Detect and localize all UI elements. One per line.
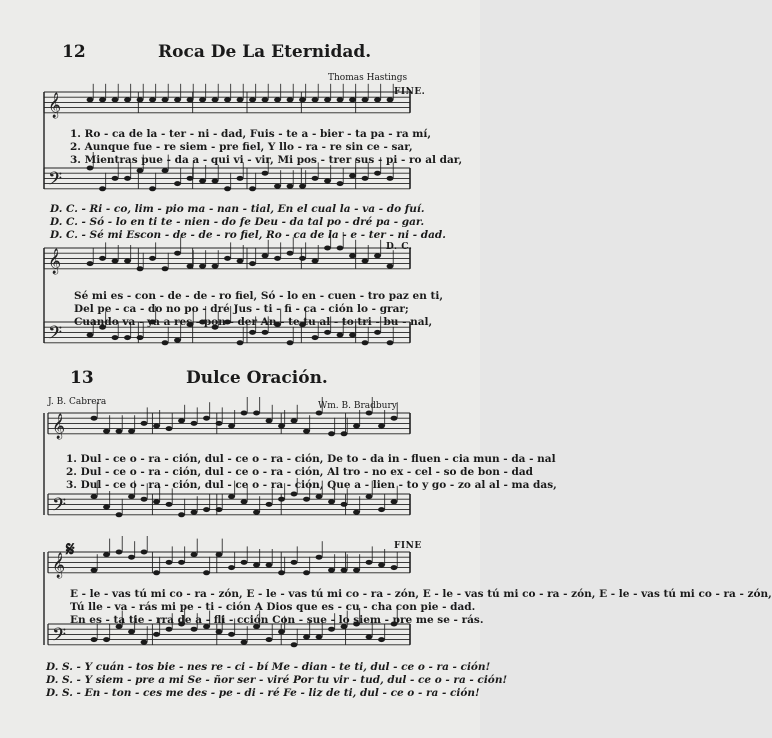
note-head xyxy=(124,259,131,264)
note-head xyxy=(391,565,398,570)
note-head xyxy=(124,97,131,102)
verse-line: E - le - vas tú mi co - ra - zón, E - le - vas tú mi co - ra - zón, E - le - vas tú mi co - ra - zón, E - le - vas tú mi co - ra - zón, xyxy=(70,588,772,600)
note-head xyxy=(349,253,356,258)
note-head xyxy=(166,560,173,565)
note-head xyxy=(266,418,273,423)
note-head xyxy=(153,632,160,637)
note-head xyxy=(241,640,248,645)
note-head xyxy=(287,340,294,345)
note-head xyxy=(366,560,373,565)
note-head xyxy=(299,97,306,102)
note-head xyxy=(266,637,273,642)
clef-icon: 𝄞 xyxy=(52,552,66,578)
note-head xyxy=(199,97,206,102)
note-head xyxy=(378,507,385,512)
note-head xyxy=(253,563,260,568)
note-head xyxy=(387,97,394,102)
note-head xyxy=(128,429,135,434)
note-head xyxy=(274,97,281,102)
note-head xyxy=(112,176,119,181)
note-head xyxy=(378,424,385,429)
note-head xyxy=(299,256,306,261)
note-head xyxy=(391,499,398,504)
dc-mark: D. C. xyxy=(386,242,413,252)
note-head xyxy=(291,560,298,565)
clef-icon: 𝄢 xyxy=(52,494,67,520)
note-head xyxy=(341,431,348,436)
note-head xyxy=(212,264,219,269)
note-head xyxy=(228,494,235,499)
note-head xyxy=(316,411,323,416)
verses-block xyxy=(66,453,557,492)
note-head xyxy=(228,424,235,429)
note-head xyxy=(228,565,235,570)
note-head xyxy=(312,176,319,181)
note-head xyxy=(91,637,98,642)
ds-lyrics-block xyxy=(46,661,507,700)
note-head xyxy=(303,429,310,434)
note-head xyxy=(237,340,244,345)
note-head xyxy=(224,186,231,191)
note-head xyxy=(91,494,98,499)
author-credit: J. B. Cabrera xyxy=(48,397,107,407)
note-head xyxy=(141,550,148,555)
note-head xyxy=(253,510,260,515)
verse-line: 3. Dul - ce o - ra - ción, dul - ce o - ra - ción, Que a - lien - to y go - zo al al - ma das, xyxy=(66,479,557,491)
note-head xyxy=(191,552,198,557)
note-head xyxy=(316,555,323,560)
verse-line: 1. Dul - ce o - ra - ción, dul - ce o - ra - ción, De to - da in - fluen - cia mun - da - nal xyxy=(66,453,556,465)
note-head xyxy=(287,184,294,189)
note-head xyxy=(141,640,148,645)
note-head xyxy=(124,176,131,181)
note-head xyxy=(362,176,369,181)
note-head xyxy=(103,429,110,434)
hymn-title: Dulce Oración. xyxy=(186,368,328,388)
note-head xyxy=(237,259,244,264)
hymn-number: 12 xyxy=(62,42,86,62)
note-head xyxy=(337,333,344,338)
verse-line: 2. Aunque fue - re siem - pre fiel, Y llo - ra - re sin ce - sar, xyxy=(70,141,413,153)
note-head xyxy=(187,176,194,181)
note-head xyxy=(141,421,148,426)
note-head xyxy=(237,97,244,102)
note-head xyxy=(316,635,323,640)
verse-line: Sé mi es - con - de - de - ro fiel, Só - lo en - cuen - tro paz en ti, xyxy=(74,290,443,302)
note-head xyxy=(316,494,323,499)
note-head xyxy=(378,637,385,642)
note-head xyxy=(278,629,285,634)
note-head xyxy=(199,179,206,184)
note-head xyxy=(362,340,369,345)
note-head xyxy=(191,627,198,632)
note-head xyxy=(366,635,373,640)
note-head xyxy=(262,330,269,335)
note-head xyxy=(174,97,181,102)
dc-line: D. C. - Ri - co, lim - pio ma - nan - tial, En el cual la - va - do fuí. xyxy=(50,203,425,215)
note-head xyxy=(374,330,381,335)
note-head xyxy=(124,335,131,340)
note-head xyxy=(349,173,356,178)
note-head xyxy=(341,502,348,507)
note-head xyxy=(112,335,119,340)
note-head xyxy=(262,171,269,176)
note-head xyxy=(266,502,273,507)
note-head xyxy=(278,497,285,502)
clef-icon: 𝄢 xyxy=(52,624,67,650)
note-head xyxy=(203,507,210,512)
note-head xyxy=(337,181,344,186)
dc-line: D. C. - Sé mi Escon - de - de - ro fiel, Ro - ca de la - e - ter - ni - dad. xyxy=(50,229,446,241)
note-head xyxy=(216,629,223,634)
note-head xyxy=(387,340,394,345)
ds-line: D. S. - Y cuán - tos bie - nes re - ci - bí Me - dian - te ti, dul - ce o - ra - ción! xyxy=(46,661,491,673)
note-head xyxy=(162,97,169,102)
note-head xyxy=(128,555,135,560)
note-head xyxy=(262,97,269,102)
fine-mark: FINE xyxy=(394,541,422,551)
note-head xyxy=(153,424,160,429)
note-head xyxy=(353,568,360,573)
note-head xyxy=(237,176,244,181)
ds-line: D. S. - En - ton - ces me des - pe - di - ré Fe - liz de ti, dul - ce o - ra - ción! xyxy=(46,687,480,699)
verse-line: En es - ta tie - rra de a - fli - cción Con - sue - lo siem - pre me se - rás. xyxy=(70,614,484,626)
note-head xyxy=(287,97,294,102)
note-head xyxy=(287,251,294,256)
note-head xyxy=(324,246,331,251)
note-head xyxy=(199,264,206,269)
note-head xyxy=(366,494,373,499)
hymn-number: 13 xyxy=(70,368,94,388)
note-head xyxy=(162,266,169,271)
note-head xyxy=(187,264,194,269)
note-head xyxy=(353,510,360,515)
note-head xyxy=(328,568,335,573)
note-head xyxy=(103,505,110,510)
note-head xyxy=(137,168,144,173)
clef-icon: 𝄢 xyxy=(48,322,63,348)
note-head xyxy=(116,550,123,555)
note-head xyxy=(349,97,356,102)
fine-mark: FINE. xyxy=(394,87,426,97)
note-head xyxy=(203,416,210,421)
note-head xyxy=(174,338,181,343)
note-head xyxy=(99,97,106,102)
clef-icon: 𝄞 xyxy=(48,92,62,118)
note-head xyxy=(278,424,285,429)
note-head xyxy=(324,330,331,335)
note-head xyxy=(103,637,110,642)
note-head xyxy=(224,256,231,261)
note-head xyxy=(153,499,160,504)
verse-line: 2. Dul - ce o - ra - ción, dul - ce o - ra - ción, Al tro - no ex - cel - so de bon - dad xyxy=(66,466,533,478)
verse-line: Tú lle - va - rás mi pe - ti - ción A Dios que es - cu - cha con pie - dad. xyxy=(70,601,476,613)
note-head xyxy=(166,426,173,431)
note-head xyxy=(87,97,94,102)
note-head xyxy=(128,629,135,634)
second-verses-block xyxy=(70,588,772,627)
verses-block xyxy=(70,128,462,167)
note-head xyxy=(216,421,223,426)
note-head xyxy=(324,179,331,184)
clef-icon: 𝄞 xyxy=(52,413,66,439)
note-head xyxy=(374,171,381,176)
note-head xyxy=(112,97,119,102)
note-head xyxy=(378,563,385,568)
note-head xyxy=(153,570,160,575)
note-head xyxy=(362,259,369,264)
note-head xyxy=(228,632,235,637)
note-head xyxy=(149,186,156,191)
note-head xyxy=(162,168,169,173)
note-head xyxy=(274,184,281,189)
note-head xyxy=(303,497,310,502)
note-head xyxy=(249,261,256,266)
note-head xyxy=(224,97,231,102)
verse-line: Del pe - ca - do no po - dré Jus - ti - fi - ca - ción lo - grar; xyxy=(74,303,409,315)
note-head xyxy=(87,261,94,266)
note-head xyxy=(216,507,223,512)
note-head xyxy=(362,97,369,102)
note-head xyxy=(137,97,144,102)
note-head xyxy=(312,259,319,264)
hymn-title: Roca De La Eternidad. xyxy=(158,42,372,62)
note-head xyxy=(191,421,198,426)
dc-line: D. C. - Só - lo en ti te - nien - do fe Deu - da tal po - dré pa - gar. xyxy=(50,216,425,228)
note-head xyxy=(249,97,256,102)
note-head xyxy=(99,186,106,191)
note-head xyxy=(299,184,306,189)
note-head xyxy=(241,560,248,565)
note-head xyxy=(341,568,348,573)
note-head xyxy=(191,510,198,515)
note-head xyxy=(128,494,135,499)
note-head xyxy=(137,266,144,271)
note-head xyxy=(337,97,344,102)
note-head xyxy=(349,333,356,338)
note-head xyxy=(249,186,256,191)
note-head xyxy=(303,570,310,575)
note-head xyxy=(178,512,185,517)
segno-mark: 𝄋 xyxy=(66,537,75,561)
note-head xyxy=(274,256,281,261)
note-head xyxy=(241,411,248,416)
note-head xyxy=(253,411,260,416)
note-head xyxy=(174,181,181,186)
dc-lyrics-block xyxy=(50,203,446,242)
note-head xyxy=(212,179,219,184)
note-head xyxy=(203,570,210,575)
verse-line: 1. Ro - ca de la - ter - ni - dad, Fuis - te a - bier - ta pa - ra mí, xyxy=(70,128,432,140)
note-head xyxy=(387,264,394,269)
note-head xyxy=(328,431,335,436)
note-head xyxy=(266,563,273,568)
note-head xyxy=(112,259,119,264)
note-head xyxy=(324,97,331,102)
note-head xyxy=(116,429,123,434)
note-head xyxy=(116,512,123,517)
note-head xyxy=(328,627,335,632)
note-head xyxy=(278,570,285,575)
note-head xyxy=(99,256,106,261)
note-head xyxy=(391,416,398,421)
note-head xyxy=(291,418,298,423)
note-head xyxy=(262,253,269,258)
note-head xyxy=(187,97,194,102)
note-head xyxy=(166,502,173,507)
note-head xyxy=(137,335,144,340)
note-head xyxy=(216,552,223,557)
note-head xyxy=(353,424,360,429)
verse-line: Cuando va - ya a res - pon - der An - te tu al - to tri - bu - nal, xyxy=(74,316,433,328)
note-head xyxy=(141,497,148,502)
note-head xyxy=(149,256,156,261)
note-head xyxy=(212,97,219,102)
note-head xyxy=(162,340,169,345)
note-head xyxy=(337,246,344,251)
note-head xyxy=(149,97,156,102)
note-head xyxy=(291,642,298,647)
note-head xyxy=(91,568,98,573)
note-head xyxy=(303,635,310,640)
note-head xyxy=(328,499,335,504)
clef-icon: 𝄞 xyxy=(48,248,62,274)
note-head xyxy=(174,251,181,256)
note-head xyxy=(374,97,381,102)
verse-line: 3. Mientras pue - da a - qui vi - vir, Mi pos - trer sus - pi - ro al dar, xyxy=(70,154,463,166)
note-head xyxy=(366,411,373,416)
composer-credit: Thomas Hastings xyxy=(328,73,408,83)
note-head xyxy=(387,176,394,181)
note-head xyxy=(249,330,256,335)
note-head xyxy=(241,499,248,504)
note-head xyxy=(312,97,319,102)
note-head xyxy=(166,627,173,632)
note-head xyxy=(374,253,381,258)
note-head xyxy=(103,552,110,557)
second-verses-block xyxy=(74,290,443,329)
note-head xyxy=(87,333,94,338)
composer-credit: Wm. B. Bradbury xyxy=(318,401,397,411)
note-head xyxy=(312,335,319,340)
note-head xyxy=(291,492,298,497)
note-head xyxy=(178,560,185,565)
clef-icon: 𝄢 xyxy=(48,168,63,194)
note-head xyxy=(91,416,98,421)
note-head xyxy=(178,418,185,423)
ds-line: D. S. - Y siem - pre a mi Se - ñor ser - viré Por tu vir - tud, dul - ce o - ra - ción! xyxy=(46,674,508,686)
